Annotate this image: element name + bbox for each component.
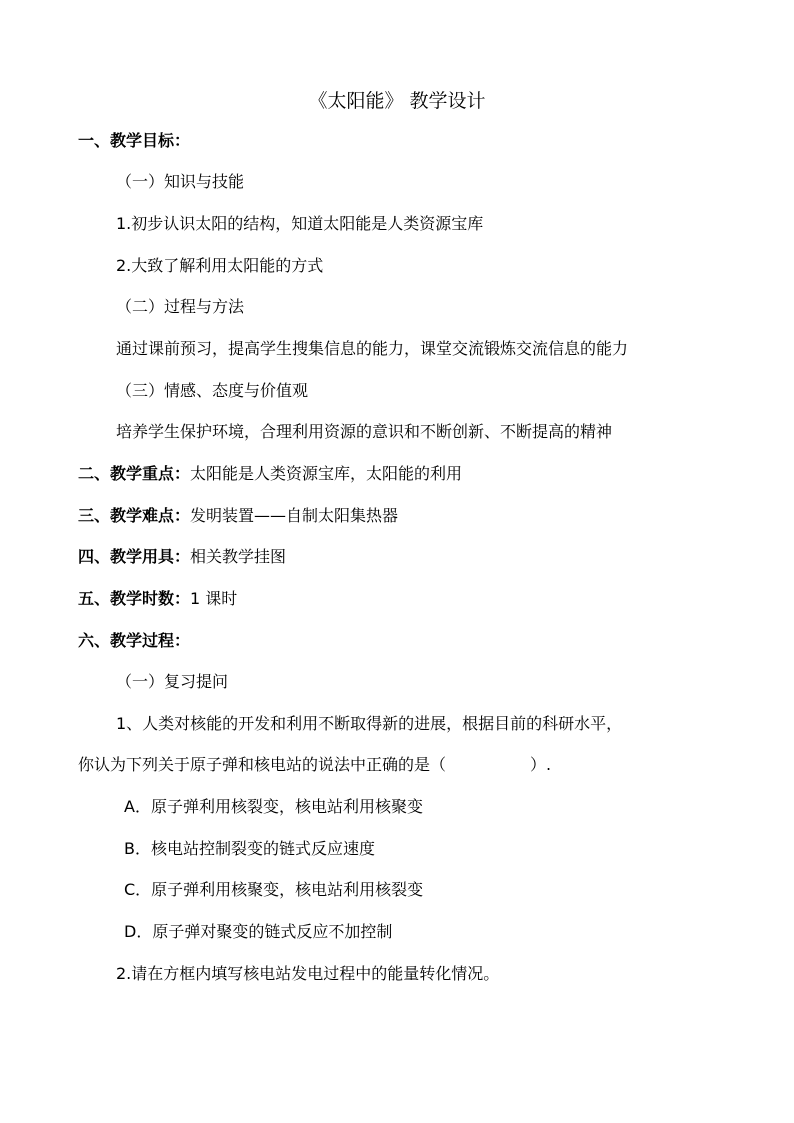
class-hours-content: 1 课时: [190, 589, 238, 608]
section-heading-teaching-aids: 四、教学用具：: [78, 547, 191, 566]
emotion-values-text: 培养学生保护环境，合理利用资源的意识和不断创新、不断提高的精神: [116, 422, 613, 441]
option-c: C．原子弹利用核聚变，核电站利用核裂变: [124, 880, 424, 899]
section-heading-class-hours: 五、教学时数：: [78, 589, 191, 608]
section-class-hours: [78, 589, 237, 609]
section-heading-objectives: 一、教学目标：: [78, 131, 191, 150]
teaching-aids-content: 相关教学挂图: [190, 547, 287, 566]
option-b: B．核电站控制裂变的链式反应速度: [124, 839, 375, 858]
question-1-line-2: [78, 755, 551, 775]
question-1-stem: 你认为下列关于原子弹和核电站的说法中正确的是（: [78, 755, 447, 774]
subheading-knowledge-skills: （一）知识与技能: [116, 172, 245, 191]
subheading-process-methods: （二）过程与方法: [116, 297, 245, 316]
section-teaching-aids: [78, 547, 286, 567]
key-points-content: 太阳能是人类资源宝库，太阳能的利用: [190, 464, 463, 483]
document-title: 《太阳能》 教学设计: [308, 90, 486, 112]
section-heading-key-points: 二、教学重点：: [78, 464, 191, 483]
difficulties-content: 发明装置——自制太阳集热器: [190, 506, 399, 525]
subheading-emotion-values: （三）情感、态度与价值观: [116, 381, 309, 400]
question-1-line-1: 1、人类对核能的开发和利用不断取得新的进展，根据目前的科研水平，: [116, 714, 623, 733]
question-1-stem-end: ）.: [530, 755, 552, 774]
option-d: D．原子弹对聚变的链式反应不加控制: [124, 922, 393, 941]
section-heading-teaching-process: 六、教学过程：: [78, 631, 191, 650]
section-key-points: [78, 464, 462, 484]
process-methods-text: 通过课前预习，提高学生搜集信息的能力，课堂交流锻炼交流信息的能力: [116, 339, 629, 358]
knowledge-item-2: 2.大致了解利用太阳能的方式: [116, 256, 324, 275]
question-2: 2.请在方框内填写核电站发电过程中的能量转化情况。: [116, 964, 500, 983]
subheading-review-questions: （一）复习提问: [116, 672, 229, 691]
option-a: A．原子弹利用核裂变，核电站利用核聚变: [124, 797, 423, 816]
section-heading-difficulties: 三、教学难点：: [78, 506, 191, 525]
knowledge-item-1: 1.初步认识太阳的结构，知道太阳能是人类资源宝库: [116, 214, 484, 233]
section-difficulties: [78, 506, 398, 526]
